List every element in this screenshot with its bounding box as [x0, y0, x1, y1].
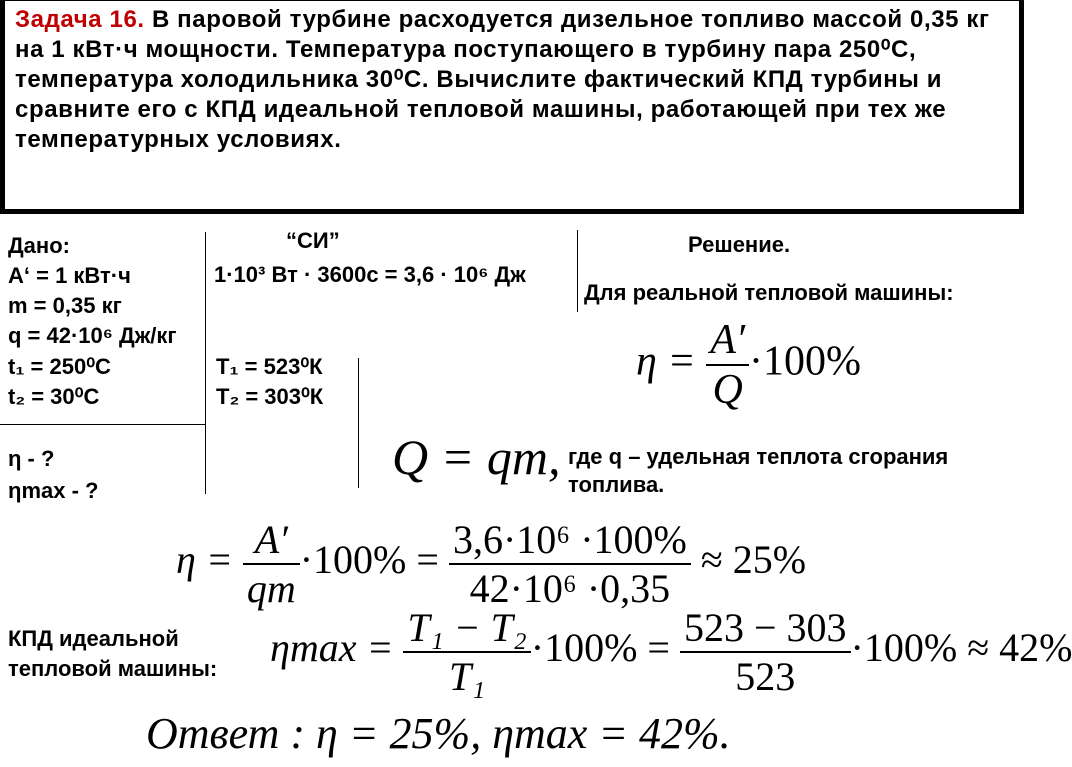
- fraction-numeric: [449, 516, 691, 612]
- formula-eta-max: ηmax = $\frac{\text{T₁ − T₂}}{\text{T₁}}$ ·100% = $\frac{523 - 303}{523}$ ·100% ≈ 42%: [270, 605, 1072, 699]
- problem-text: В паровой турбине расходуется дизельное топливо массой 0,35 кг на 1 кВт·ч мощности. Температура поступающего в турбину пара 250⁰С, температура холодильника 30⁰С. Вычислите фактический КПД турбины и сравните его с КПД идеальной тепловой машины, работающей при тех же температурных условиях.: [15, 6, 990, 153]
- formula-q-qm: Q = qm,: [392, 429, 561, 485]
- eta-symbol-2: η =: [176, 537, 233, 583]
- si-divider: [358, 358, 359, 488]
- given-t1: t₁ = 250⁰С: [8, 354, 111, 379]
- given-t2: t₂ = 30⁰С: [8, 384, 100, 409]
- given-work: A‘ = 1 кВт·ч: [8, 263, 131, 288]
- problem-statement: [15, 5, 1005, 155]
- find-eta-max: ηmax - ?: [8, 478, 99, 503]
- find-divider: [0, 424, 205, 425]
- percent-factor-2: ·100%: [299, 537, 407, 583]
- si-t2: Т₂ = 303⁰К: [216, 384, 324, 409]
- denominator-523: 523: [680, 651, 851, 700]
- denominator-q: Q: [706, 364, 749, 414]
- q-note: где q – удельная теплота сгорания топлива.: [568, 444, 949, 497]
- percent-factor-3: ·100%: [530, 625, 638, 671]
- fraction-a-over-qm: [243, 516, 300, 612]
- given-divider: [205, 232, 206, 494]
- eta-symbol: η =: [636, 338, 696, 385]
- solution-divider: [577, 230, 578, 312]
- result-42: ≈ 42%: [967, 625, 1072, 671]
- find-eta: η - ?: [8, 446, 55, 471]
- percent-factor: ·100%: [749, 338, 862, 385]
- fraction-kelvin: [680, 604, 851, 700]
- denominator-qm: qm: [243, 563, 300, 612]
- problem-box: [0, 0, 1024, 214]
- denominator-calc: 42·10⁶ ·0,35: [449, 563, 691, 612]
- given-mass: m = 0,35 кг: [8, 293, 122, 318]
- numerator-a: A′: [710, 317, 746, 363]
- given-header: Дано:: [8, 233, 70, 258]
- fraction-a-over-q: [706, 316, 749, 414]
- problem-label: Задача 16.: [15, 6, 145, 33]
- numerator-calc: 3,6·10⁶ ·100%: [452, 517, 687, 562]
- percent-factor-4: ·100%: [850, 625, 958, 671]
- answer-line: Ответ : η = 25%, ηmax = 42%.: [146, 709, 731, 758]
- denominator-t1: T₁: [403, 651, 530, 700]
- solution-header: Решение.: [688, 232, 791, 257]
- formula-eta-definition: [636, 316, 861, 414]
- fraction-temperatures: [403, 604, 530, 700]
- ideal-machine-label: КПД идеальной тепловой машины:: [8, 626, 218, 681]
- numerator-523-303: 523 − 303: [683, 605, 847, 650]
- numerator-a-2: A′: [254, 517, 288, 562]
- real-machine-label: Для реальной тепловой машины:: [584, 280, 954, 305]
- eta-max-symbol: ηmax =: [270, 625, 394, 671]
- result-25: ≈ 25%: [700, 537, 807, 583]
- numerator-t1-t2: T₁ − T₂: [407, 605, 527, 650]
- si-header: “СИ”: [286, 228, 340, 253]
- given-heat: q = 42·10⁶ Дж/кг: [8, 323, 177, 348]
- si-energy: 1·10³ Вт · 3600с = 3,6 · 10⁶ Дж: [214, 262, 526, 287]
- si-t1: Т₁ = 523⁰К: [216, 354, 323, 379]
- formula-eta-calculation: η = $\frac{A'}{qm}$ ·100% = $\frac{\text{3,6·10⁶ ·100\%}}{\text{42·10⁶ ·0,35}}$ ≈ 25%: [176, 517, 807, 611]
